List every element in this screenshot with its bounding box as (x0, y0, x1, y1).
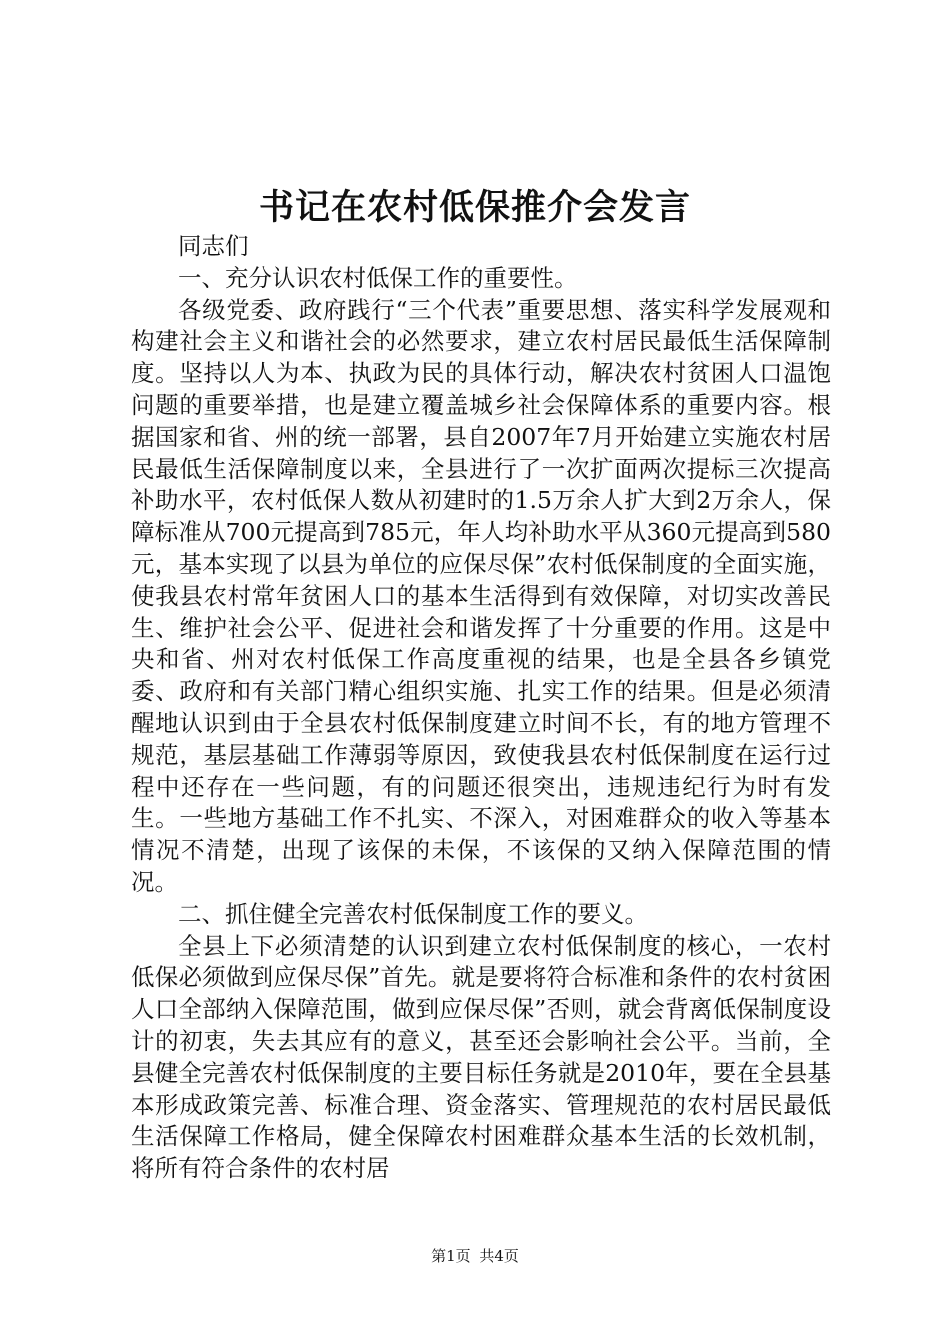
page-footer (0, 1246, 950, 1266)
section-heading-2: 二、抓住健全完善农村低保制度工作的要义。 (178, 899, 648, 928)
body-paragraph-1: 各级党委、政府践行“三个代表”重要思想、落实科学发展观和构建社会主义和谐社会的必然要求，建立农村居民最低生活保障制度。坚持以人为本、执政为民的具体行动，解决农村贫困人口温饱问题的重要举措，也是建立覆盖城乡社会保障体系的重要内容。根据国家和省、州的统一部署，县自2007年7月开始建立实施农村居民最低生活保障制度以来，全县进行了一次扩面两次提标三次提高补助水平，农村低保人数从初建时的1.5万余人扩大到2万余人，保障标准从700元提高到785元，年人均补助水平从360元提高到580元，基本实现了以县为单位的应保尽保”农村低保制度的全面实施，使我县农村常年贫困人口的基本生活得到有效保障，对切实改善民生、维护社会公平、促进社会和谐发挥了十分重要的作用。这是中央和省、州对农村低保工作高度重视的结果，也是全县各乡镇党委、政府和有关部门精心组织实施、扎实工作的结果。但是必须清醒地认识到由于全县农村低保制度建立时间不长，有的地方管理不规范，基层基础工作薄弱等原因，致使我县农村低保制度在运行过程中还存在一些问题，有的问题还很突出，违规违纪行为时有发生。一些地方基础工作不扎实、不深入，对困难群众的收入等基本情况不清楚，出现了该保的未保，不该保的又纳入保障范围的情况。 (131, 295, 831, 896)
body-paragraph-2: 全县上下必须清楚的认识到建立农村低保制度的核心，一农村低保必须做到应保尽保”首先。就是要将符合标准和条件的农村贫困人口全部纳入保障范围，做到应保尽保”否则，就会背离低保制度设计的初衷，失去其应有的意义，甚至还会影响社会公平。当前，全县健全完善农村低保制度的主要目标任务就是2010年，要在全县基本形成政策完善、标准合理、资金落实、管理规范的农村居民最低生活保障工作格局，健全保障农村困难群众基本生活的长效机制，将所有符合条件的农村居 (131, 931, 831, 1183)
page-number: 第1页 (431, 1247, 471, 1265)
salutation: 同志们 (178, 232, 249, 260)
page-total: 共4页 (479, 1247, 519, 1265)
document-title: 书记在农村低保推介会发言 (258, 187, 691, 228)
section-heading-1: 一、充分认识农村低保工作的重要性。 (178, 263, 578, 292)
document-body (131, 231, 831, 1185)
